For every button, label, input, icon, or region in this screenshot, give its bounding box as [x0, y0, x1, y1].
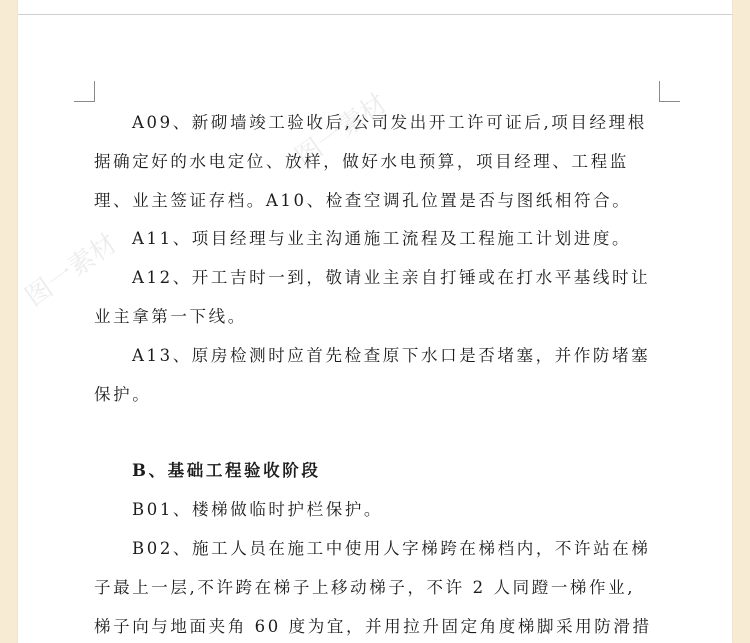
watermark: 图一素材: [20, 228, 123, 313]
paragraph-line: B01、楼梯做临时护栏保护。: [132, 500, 384, 520]
paragraph-line: 子最上一层,不许跨在梯子上移动梯子，不许 2 人同蹬一梯作业,: [94, 577, 636, 597]
paragraph-line: A12、开工吉时一到，敬请业主亲自打锤或在打水平基线时让: [132, 268, 651, 288]
paragraph-line: 据确定好的水电定位、放样，做好水电预算，项目经理、工程监: [94, 151, 629, 171]
paragraph-line: 业主拿第一下线。: [94, 306, 247, 326]
crop-mark-right: [659, 81, 680, 102]
paragraph-line: 保护。: [94, 384, 152, 404]
paragraph-line: A09、新砌墙竣工验收后,公司发出开工许可证后,项目经理根: [132, 113, 647, 132]
section-heading: B、基础工程验收阶段: [132, 461, 321, 481]
crop-mark-left: [74, 81, 95, 102]
paragraph-line: 理、业主签证存档。A10、检查空调孔位置是否与图纸相符合。: [94, 190, 632, 210]
paragraph-line: B02、施工人员在施工中使用人字梯跨在梯档内，不许站在梯: [132, 538, 651, 558]
document-page: [18, 0, 732, 643]
paragraph-line: 梯子向与地面夹角 60 度为宜，并用拉升固定角度梯脚采用防滑措: [94, 616, 652, 636]
watermark: 图一素材: [290, 88, 393, 173]
paragraph-line: A11、项目经理与业主沟通施工流程及工程施工计划进度。: [132, 229, 632, 249]
paragraph-line: A13、原房检测时应首先检查原下水口是否堵塞，并作防堵塞: [132, 345, 651, 365]
document-body: [94, 104, 664, 643]
page-top-edge: [18, 14, 732, 15]
